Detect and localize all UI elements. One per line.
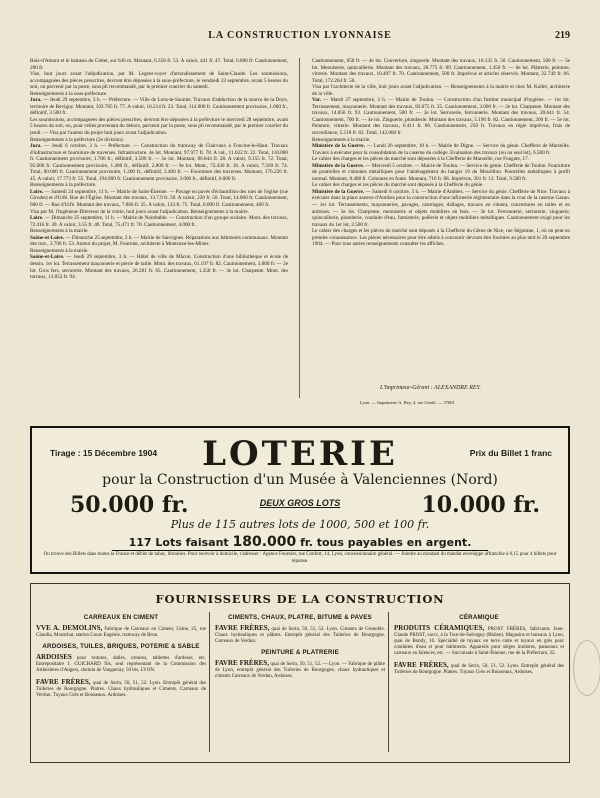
paragraph-lead: Ministère de la Guerre. xyxy=(312,143,365,150)
lottery-total-amount: 180.000 xyxy=(232,534,297,550)
article-paragraph xyxy=(30,143,288,182)
paragraph-text: Le cahier des charges et les pièces du marché sont déposées à la Chefferie de Marseille, rue Fongate, 17. xyxy=(312,156,529,163)
supplier-name: FAVRE FRÈRES, xyxy=(394,661,449,669)
supplier-entry xyxy=(215,660,385,680)
article-paragraph xyxy=(30,189,288,209)
lottery-advertisement xyxy=(30,426,570,574)
article-paragraph xyxy=(312,189,570,228)
suppliers-directory xyxy=(30,583,570,763)
supplier-name: VVE A. DEMOLINS, xyxy=(36,624,103,632)
article-paragraph xyxy=(30,235,288,248)
paragraph-text: Visa par l'architecte de la ville, huit jours avant l'adjudication. — Renseignements à la mairie et chez M. Koller, architecte de la ville. xyxy=(312,84,570,97)
supplier-details: pour toitures, dalles, ornures, tablettes d'ardoise, etc. Entrepositaire J. GUICHARD fils, seul représentant de la Commission des Ardoisières d'Angers, chemin de Vaugneray, 50 bis, LYON. xyxy=(36,656,206,673)
supplier-name: ARDOISES xyxy=(36,653,72,661)
suppliers-column-2 xyxy=(215,612,385,685)
lottery-prizes xyxy=(40,492,560,518)
supplier-name: FAVRE FRÈRES, xyxy=(215,624,270,632)
paragraph-lead: Ministère de la Guerre. xyxy=(312,162,364,169)
paragraph-text: — Mercredi 5 octobre. — Mairie de Toulon. — Service du génie. Chefferie de Toulon. Fourniture de poutrelles et colonnes métalliques pour l'aménagement du hangar 19 du Mourillon. Poutrelles métalliques à profil normal. Montant, 8.488 fr. Colonnes en fonte. Montant, 710 fr. 88. Imprévus, 301 fr. 12. Total, 9.500 fr. xyxy=(312,162,570,182)
paragraph-text: Vise, huit jours avant l'adjudication, par M. Legent-voyer d'arrondissement de Saint-Claude. Les soumissions, accompagnées des pièces prescrites, devront être déposées à la sous-préfecture, le vendredi 23 septembre, avant 5 heures du soir, ou parvenir par la poste, sous pli recommandé, par le premier courrier du samedi. xyxy=(30,71,288,91)
lottery-total-pre: 117 Lots faisant xyxy=(128,536,233,549)
article-paragraph xyxy=(30,117,288,137)
column-divider xyxy=(299,58,300,398)
prize-second: 10.000 fr. xyxy=(421,492,540,518)
supplier-entry xyxy=(36,679,206,699)
suppliers-column-3 xyxy=(394,612,564,681)
supplier-entry xyxy=(36,654,206,674)
paragraph-text: Renseignements à la mairie. xyxy=(30,247,89,254)
paragraph-text: — Samedi 24 septembre, 11 h. — Mairie de Saint-Étienne. — Pavage en pavés d'échantillon des rues de l'église (rue Girodet) et d'Urfé. Rue de l'Église. Montant des travaux, 13.7.9 fr. 50. A valoir, 220 fr. 50. Total, 14.000 fr. Cautionnement, 600 fr. — Rue d'Urfé. Montant des travaux, 7.866 fr. 25. A valoir, 133 fr. 75. Total, 8.000 fr. Cautionnement, 400 fr. xyxy=(30,188,288,209)
page-header xyxy=(30,30,570,44)
paragraph-text: Les soumissions, accompagnées des pièces prescrites, devront être déposées à la préfecture le mercredi 28 septembre, avant 5 heures du soir, ou, pour celles provenant du dehors, parvenir par la poste, sous pli recommandé, par le premier courrier du jeudi. — Visa par l'auteur du projet huit jours avant l'adjudication. xyxy=(30,116,288,137)
suppliers-column-1 xyxy=(36,612,206,704)
paragraph-text: Visa par M. l'Ingénieur-Directeur de la voirie, huit jours avant l'adjudication. Renseignements à la mairie. xyxy=(30,208,249,215)
article-paragraph xyxy=(30,97,288,117)
article-paragraph xyxy=(312,163,570,183)
paragraph-text: Renseignements à la mairie. xyxy=(312,136,371,143)
supplier-details: quai de Serin, 50, 51, 52. Lyon. Ciments de Grenoble. Chaux hydrauliques et plâtres. Entrepôt général des Tuileries de Bourgogne. Carreaux de Verdun. xyxy=(215,627,385,644)
journal-title: LA CONSTRUCTION LYONNAISE xyxy=(208,30,392,41)
supplier-entry xyxy=(215,625,385,645)
paragraph-text: Cautionnement, 650 fr. — 4e lot. Couverture, zinguerie. Montant des travaux, 10.135 fr. 50. Cautionnement, 500 fr. — 5e lot. Menuiserie, quincaillerie. Montant des travaux, 28.775 fr. 89. Cautionnement, 1.450 fr. — 6e lot. Plâtrerie, peinture, vitrerie. Montant des travaux, 10.497 fr. 70. Cautionnement, 500 fr. Imprévus et articles réservés. Montant, 22.749 fr. 66. Total, 172.264 fr. 56. xyxy=(312,58,570,84)
article-paragraph xyxy=(30,215,288,228)
lottery-draw-date: Tirage : 15 Décembre 1904 xyxy=(50,448,158,458)
lottery-purpose: pour la Construction d'un Musée à Valenciennes (Nord) xyxy=(102,472,498,488)
prize-first: 50.000 fr. xyxy=(70,492,189,518)
article-paragraph xyxy=(30,71,288,91)
supplier-details: quai de Serin, 50, 51, 52. — Lyon. — Fabrique de plâtre de Lyon, entrepôt général des Tuileries de Bourgogne, chaux hydrauliques et ciments Carreaux de Verdun, Ardoises. xyxy=(215,662,385,679)
lottery-title: LOTERIE xyxy=(202,434,398,474)
article-paragraph xyxy=(312,143,570,156)
lottery-fine-print: On trouve des Billets dans toutes la France et débits de tabac, librairies. Pour recevoir à domicile, s'adresser : Agence Fournier, rue Confort, 14, Lyon, concessionnaire général. — Joindre au montant du mandat enveloppe affranchie à 0,15 pour 4 billets pour réponse. xyxy=(43,552,557,564)
paragraph-text: — Lundi 26 septembre, 10 h. — Mairie de Digne. — Service du génie. Chefferie de Marseille. Travaux à exécuter pour la consolidation de la caserne du collège. Evaluation des travaux (ou un seul lot), 6.500 fr. xyxy=(312,143,570,156)
paragraph-lead: Var. xyxy=(312,97,321,104)
paragraph-text: — Jeudi 6 octobre, 2 h. — Préfecture. — Construction du tramway de Clairvaux à Foncine-le-Haut. Travaux d'infrastructure et fourniture de traverses. Infrastructure. 4e lot. Montant, 97.977 fr. 78. A val., 11.022 fr. 22. Total, 110.000 fr. Cautionnement provisoire, 1.700 fr., définitif, 3.500 fr. — 5e lot. Montant, 86.844 fr. 28. A valoir, 9.155 fr. 72. Total, 95.000 fr. Cautionnement provisoire, 1.400 fr., définitif, 2.800 fr. — 9e lot. Mont., 72.430 fr. 16. A valoir, 7.569 fr. 74. Total, 80.000 fr. Cautionnement provisoire, 1.200 fr., définitif, 2.400 fr. — Fourniture des traverses. Montant, 176.226 fr. 45. A valoir, 17.773 fr. 55. Total, 194.000 fr. Cautionnement provisoire, 3.000 fr., définitif, 6.000 fr. xyxy=(30,143,288,182)
left-text-column xyxy=(30,58,288,398)
library-stamp xyxy=(573,640,600,696)
paragraph-text: — Samedi 8 octobre, 3 h. — Mairie d'Antibes. — Service du génie. Chefferie de Nice. Travaux à exécuter dans la place annexe d'Antibes pour la construction d'une infirmerie régimentaire dans la cour de la caserne Gazan. — 1er lot. Terrassements, maçonneries, pavages, carrelages, dallages, travaux en ciment, couvertures en tuiles et en ardoises. — 2e lot. Charpente, menuiserie et objets mobiliers en bois. — 3e lot. Ferronnerie, serrurerie, zinguerie, quincaillerie, plomberie, conduite d'eau, fumisterie, poêlerie et objets mobiliers métalliques. Cautionnement exigé pour les travaux du 1er lot, 2.500 fr. xyxy=(312,188,570,228)
article-paragraph xyxy=(30,58,288,71)
paragraph-text: Renseignements à la préfecture (2e division). xyxy=(30,136,124,143)
supplier-details: Fabrique de Carreaux en Ciment, Usine, 25, rue Claudia, Montchat, station Cours Eugénie, tramway de Bron. xyxy=(36,627,206,638)
article-paragraph xyxy=(312,84,570,97)
paragraph-lead: Ministère de la Guerre. xyxy=(312,188,365,195)
paragraph-text: Le cahier des charges et les pièces du marché sont déposés à la Chefferie du génie. xyxy=(312,182,484,189)
supplier-category-heading: CÉRAMIQUE xyxy=(459,614,499,621)
supplier-name: PRODUITS CÉRAMIQUES, xyxy=(394,624,485,632)
directory-divider xyxy=(388,612,389,752)
printer-imprint: Lyon. — Imprimerie A. Rey, 4, rue Gentil. — 37001 xyxy=(360,400,455,405)
paragraph-text: Renseignements à la mairie. xyxy=(30,228,89,235)
supplier-entry xyxy=(394,625,564,657)
prize-gros-lots-label: DEUX GROS LOTS xyxy=(259,498,341,508)
paragraph-text: Bois-d'Amont et le hameau du Crêtet, sur 636 m. Montant, 6.358 fr. 53. A valoir, 441 fr. 47. Total, 6.800 fr. Cautionnement, 200 fr. xyxy=(30,58,288,71)
paragraph-text: — Jeudi 29 septembre, 3 h. — Hôtel de ville de Mâcon. Construction d'une bibliothèque et école de dessin. 1er lot. Terrassement maçonnerie et pierre de taille. Mont. des travaux, 61.197 fr. 82. Cautionnement, 3.000 fr. — 2e lot. Gros fers, serrurerie. Montant des travaux, 26.201 fr. 65. Cautionnement, 1.250 fr. — 3e lot. Charpente. Mont. des travaux, 13.053 fr. 94. xyxy=(30,254,288,281)
lottery-total-line xyxy=(32,534,568,550)
paragraph-text: — Dimanche 25 septembre, 11 h. — Mairie de Noirétable. — Construction d'un groupe scolaire. Mont. des travaux, 72.416 fr. 30. A valoir, 3.55 fr. 40. Total, 75.471 fr. 70. Cautionnement, 4.000 fr. xyxy=(30,215,288,228)
paragraph-text: Le cahier des charges et les pièces du marché sont déposés à la Chefferie du Génie de Nice, rue Ségurane, 1, où on peut en prendre connaissance. Les pièces nécessaires pour être admis à concourir devront être fournies au plus tard le 20 septembre 1904. — Pour tous autres renseignements consulter les affiches. xyxy=(312,228,570,248)
supplier-category-heading: PEINTURE & PLATRERIE xyxy=(261,649,339,656)
supplier-category-heading: CIMENTS, CHAUX, PLATRE, BITUME & PAVES xyxy=(228,614,372,621)
supplier-entry xyxy=(36,625,206,639)
right-text-column xyxy=(312,58,570,398)
lottery-rule xyxy=(112,550,488,551)
lottery-other-lots: Plus de 115 autres lots de 1000, 500 et 100 fr. xyxy=(170,518,430,531)
paragraph-lead: Saône-et-Loire. xyxy=(30,254,65,261)
paragraph-lead: Loire. xyxy=(30,215,44,222)
supplier-details: PROST FRÈRES, fabricants Jean-Claude PROST, succt, à la Tour-de-Salvagny (Rhône). Magasins et bureaux à Lyon, quai de Bondy, 16. Spécialité de tuyaux en terre cuite et tuyaux en grès pour conduites d'eau et pour bâtiments. Appareils pour sièges inodores, panneaux et carreaux en faïences, etc. — Succursale à Saint-Étienne, rue de la Préfecture, 22. xyxy=(394,627,565,656)
supplier-name: FAVRE FRÈRES, xyxy=(36,678,91,686)
paragraph-lead: Loire. xyxy=(30,188,44,195)
article-paragraph xyxy=(312,97,570,136)
paragraph-text: — Jeudi 29 septembre, 3 h. — Préfecture. — Ville de Lons-le-Saunier. Travaux d'adduction de la source de la Doye, territoire de Revigny. Montant, 103.785 fr. 77. A valoir, 10.214 fr. 23. Total, 114.000 fr. Cautionnement provisoire, 1.000 fr., définitif, 3.500 fr. xyxy=(30,97,288,117)
paragraph-text: Renseignements à la préfecture. xyxy=(30,182,97,189)
lottery-ticket-price: Prix du Billet 1 franc xyxy=(469,448,552,458)
paragraph-text: Renseignements à la sous-préfecture. xyxy=(30,90,108,97)
paragraph-text: — Dimanche 25 septembre, 2 h. — Mairie de Sanvignes. Réparations aux bâtiments communaux. Montant des trav., 3.700 fr. 53. Auteur du projet, M. Fournier, architecte à Montceau-les-Mines. xyxy=(30,234,288,248)
directory-divider xyxy=(209,612,210,752)
supplier-entry xyxy=(394,662,564,676)
printer-signature: L'Imprimeur-Gérant : ALEXANDRE REY. xyxy=(380,385,481,391)
paragraph-lead: Jura. xyxy=(30,143,42,150)
lottery-total-post: fr. tous payables en argent. xyxy=(296,536,472,549)
suppliers-title: FOURNISSEURS DE LA CONSTRUCTION xyxy=(155,592,445,606)
supplier-details: quai de Serin, 50, 51, 52. Lyon. Entrepôt général des Tuileries de Bourgogne. Platres. Chaux hydrauliques et Ciments. Carreaux de Verdun. Tuyaux Grès et Boisseaux. Ardoises. xyxy=(36,681,206,698)
article-paragraph xyxy=(312,58,570,84)
page-number: 219 xyxy=(555,30,570,41)
supplier-name: FAVRE FRÈRES, xyxy=(215,659,269,667)
paragraph-lead: Jura. xyxy=(30,97,42,104)
article-paragraph xyxy=(312,228,570,248)
supplier-details: quai de Serin, 50, 51, 52. Lyon. Entrepôt général des Tuileries de Bourgogne. Platres. Tuyaux Grès et Boisseaux, Ardoises. xyxy=(394,664,564,675)
paragraph-lead: Saône-et-Loire. xyxy=(30,234,65,241)
article-paragraph xyxy=(30,254,288,280)
supplier-category-heading: CARREAUX EN CIMENT xyxy=(83,614,159,621)
paragraph-text: — Mardi 27 septembre, 2 h. — Mairie de Toulon. — Construction d'un Institut municipal d'hygiène. — 1er lot. Terrassement, maçonnerie. Montant des travaux, 83.075 fr. 25. Cautionnement, 3.000 fr. — 2e lot. Charpente. Montant des travaux, 14.856 fr. 93. Cautionnement, 500 fr. — 3e lot. Serrurerie, ferronnerie. Montant des travaux, 20.641 fr. 54. Cautionnement, 700 fr. — 4e lot. Zinguerie, plomberie. Montant des travaux, 5.190 fr. 82. Cautionnement, 200 fr. — 5e lot. Peinture, vitrerie. Montant des travaux, 6.411 fr. 06. Cautionnement, 250 fr. Travaux en régie imprévus, frais de surveillance, 5.518 fr. 82. Total, 142.000 fr. xyxy=(312,97,570,137)
supplier-category-heading: ARDOISES, TUILES, BRIQUES, POTERIE & SABLE xyxy=(42,643,200,650)
